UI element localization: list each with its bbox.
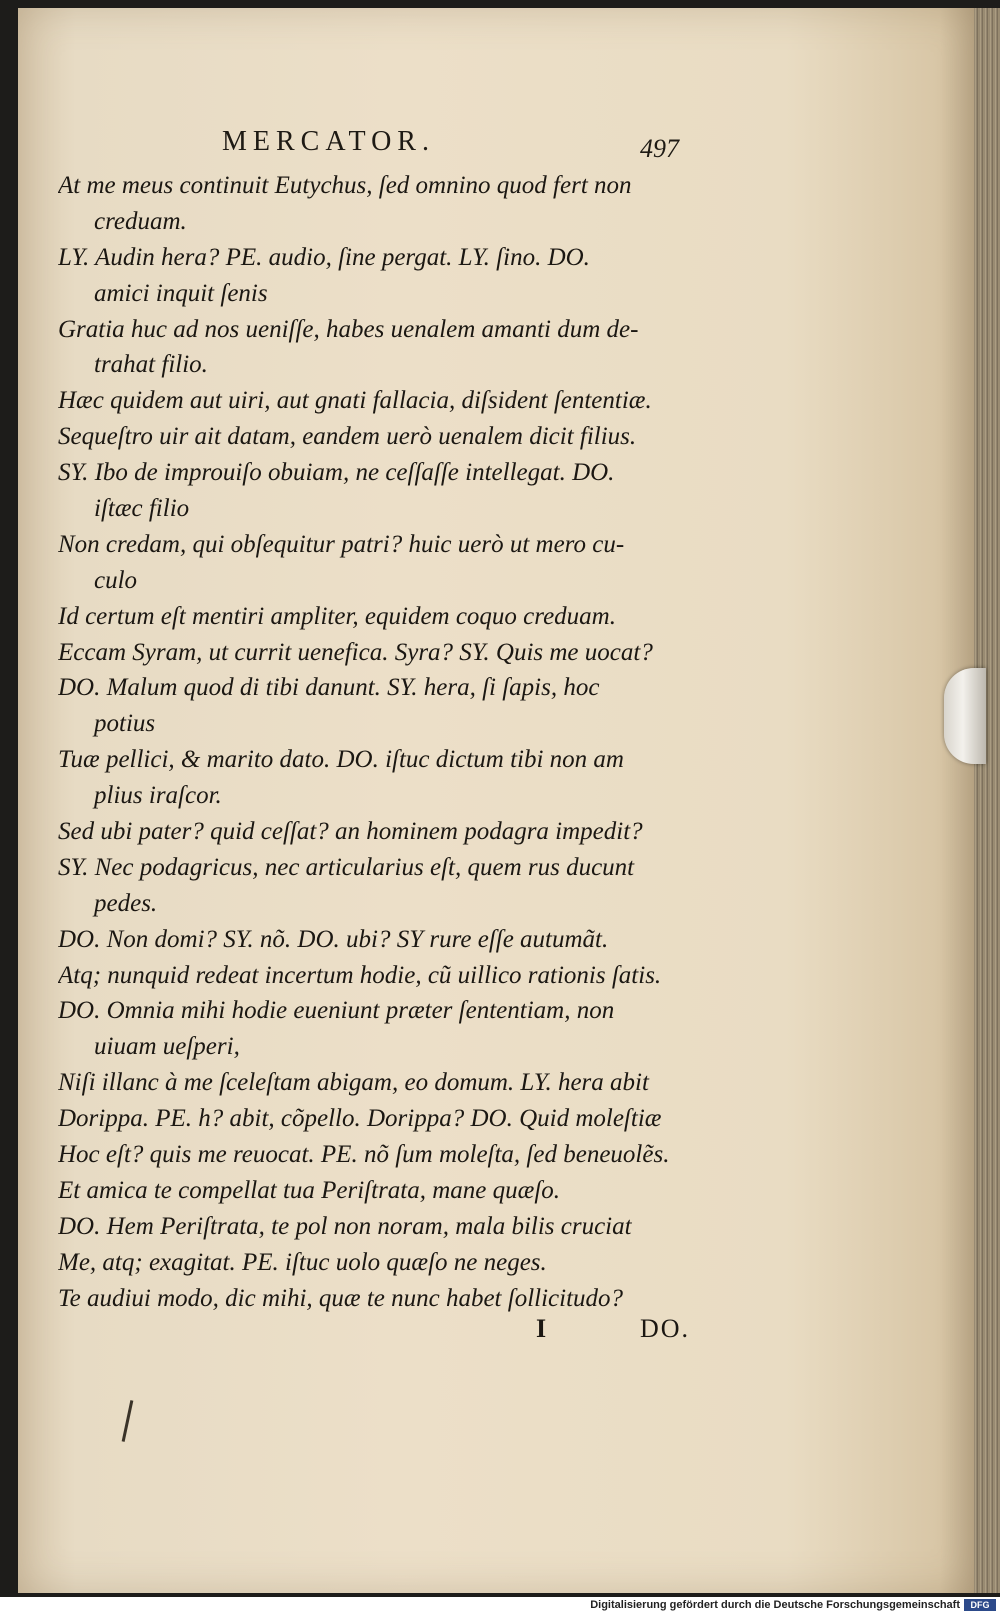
page-edges [974,8,1000,1593]
text-line: DO. Hem Periſtrata, te pol non noram, mala bilis cruciat [58,1212,632,1240]
text-line: Atq; nunquid redeat incertum hodie, cũ uillico rationis ſatis. [58,961,662,989]
text-line: uiuam ueſperi, [94,1033,240,1061]
digitization-credit: Digitalisierung gefördert durch die Deutsche Forschungsgemeinschaft [590,1599,960,1611]
text-line: Niſi illanc à me ſceleſtam abigam, eo domum. LY. hera abit [58,1069,649,1097]
text-block [58,168,718,1317]
text-line: Dorippa. PE. h? abit, cõpello. Dorippa? DO. Quid moleſtiæ [58,1105,662,1133]
text-line: DO. Non domi? SY. nõ. DO. ubi? SY rure eſſe autumãt. [58,925,609,953]
running-title: MERCATOR. [222,126,435,157]
text-line: Me, atq; exagitat. PE. iſtuc uolo quæſo ne neges. [58,1248,547,1276]
text-line: Id certum eſt mentiri ampliter, equidem coquo creduam. [58,602,616,630]
text-line: Eccam Syram, ut currit uenefica. Syra? SY. Quis me uocat? [58,638,653,666]
signature-mark: I [536,1314,547,1343]
text-line: DO. Malum quod di tibi danunt. SY. hera, ſi ſapis, hoc [58,674,600,702]
text-line: Sequeſtro uir ait datam, eandem uerò uenalem dicit filius. [58,423,637,451]
text-line: Te audiui modo, dic mihi, quæ te nunc habet ſollicitudo? [58,1284,624,1312]
text-line: Tuæ pellici, & marito dato. DO. iſtuc dictum tibi non am [58,746,624,774]
dfg-logo: DFG [964,1599,996,1611]
catchwords-line [530,1314,710,1350]
page-clip-marker [944,668,986,764]
text-line: iſtæc filio [94,495,190,523]
text-line: pedes. [94,889,158,917]
text-line: SY. Ibo de improuiſo obuiam, ne ceſſaſſe intellegat. DO. [58,459,615,487]
text-line: amici inquit ſenis [94,279,268,307]
text-line: Gratia huc ad nos ueniſſe, habes uenalem amanti dum de- [58,315,639,343]
page-header [222,126,722,166]
text-line: LY. Audin hera? PE. audio, ſine pergat. LY. ſino. DO. [58,243,590,271]
text-line: trahat filio. [94,351,208,379]
footer-bar [0,1597,1000,1613]
text-line: potius [94,710,156,738]
text-line: SY. Nec podagricus, nec articularius eſt, quem rus ducunt [58,853,635,881]
text-line: culo [94,566,138,594]
text-line: Hoc eſt? quis me reuocat. PE. nõ ſum moleſta, ſed beneuolẽs. [58,1141,670,1169]
catchword: DO. [640,1314,691,1343]
page-number: 497 [640,134,679,163]
text-line: At me meus continuit Eutychus, ſed omnino quod fert non [58,172,632,199]
text-line: plius iraſcor. [94,782,222,810]
text-line: DO. Omnia mihi hodie eueniunt præter ſententiam, non [58,997,615,1025]
text-line: Non credam, qui obſequitur patri? huic uerò ut mero cu- [58,530,625,558]
text-line: Hæc quidem aut uiri, aut gnati fallacia, diſsident ſententiæ. [58,387,652,415]
text-line: Et amica te compellat tua Periſtrata, mane quæſo. [58,1176,561,1204]
text-line: Sed ubi pater? quid ceſſat? an hominem podagra impedit? [58,818,643,846]
text-line: creduam. [94,207,187,235]
